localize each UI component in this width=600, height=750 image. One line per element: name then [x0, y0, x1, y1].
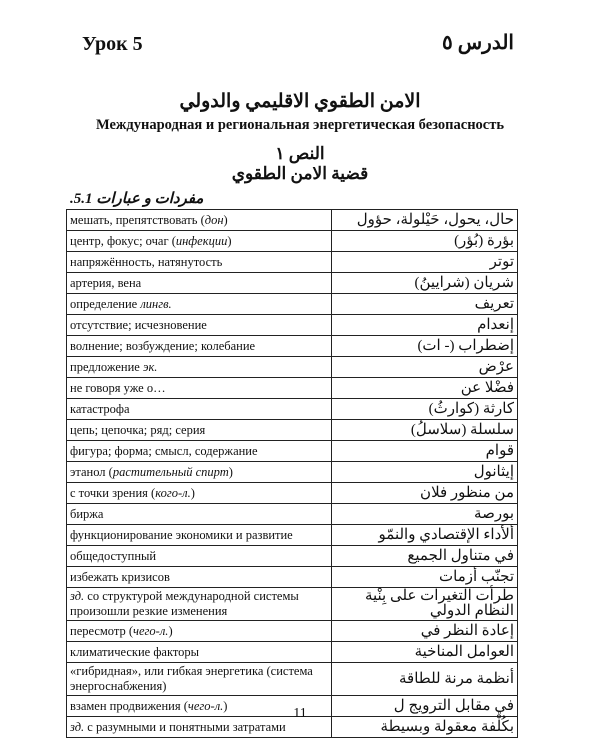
russian-translation: функционирование экономики и развитие: [67, 525, 332, 546]
arabic-term: قوام: [332, 441, 518, 462]
arabic-term: حال، يحول، حَيْلولة، حؤول: [332, 210, 518, 231]
arabic-term: توتر: [332, 252, 518, 273]
vocabulary-row: [67, 546, 518, 567]
russian-translation: отсутствие; исчезновение: [67, 315, 332, 336]
russian-translation: климатические факторы: [67, 642, 332, 663]
russian-translation: определение лингв.: [67, 294, 332, 315]
russian-translation: не говоря уже о…: [67, 378, 332, 399]
russian-translation: избежать кризисов: [67, 567, 332, 588]
vocabulary-row: [67, 525, 518, 546]
russian-translation: напряжённость, натянутость: [67, 252, 332, 273]
vocabulary-row: [67, 621, 518, 642]
russian-translation: центр, фокус; очаг (инфекции): [67, 231, 332, 252]
vocabulary-table-body: [67, 210, 518, 738]
vocabulary-row: [67, 504, 518, 525]
arabic-term: ألأداء الإقتصادي والنمّو: [332, 525, 518, 546]
arabic-term: عرْض: [332, 357, 518, 378]
russian-translation: биржа: [67, 504, 332, 525]
arabic-term: إعادة النظر في: [332, 621, 518, 642]
vocabulary-row: [67, 588, 518, 621]
vocabulary-row: [67, 210, 518, 231]
arabic-term: أنظمة مرنة للطاقة: [332, 663, 518, 696]
russian-translation: общедоступный: [67, 546, 332, 567]
russian-translation: фигура; форма; смысл, содержание: [67, 441, 332, 462]
arabic-term: كارثة (كوارثُ): [332, 399, 518, 420]
vocabulary-row: [67, 663, 518, 696]
vocabulary-row: [67, 441, 518, 462]
vocabulary-table: [66, 209, 518, 738]
section-heading: مفردات و عبارات 5.1.: [70, 191, 204, 207]
arabic-term: إنعدام: [332, 315, 518, 336]
vocabulary-row: [67, 273, 518, 294]
arabic-term: إيثانول: [332, 462, 518, 483]
vocabulary-row: [67, 567, 518, 588]
vocabulary-row: [67, 252, 518, 273]
vocabulary-row: [67, 294, 518, 315]
lesson-number-russian: Урок 5: [82, 33, 143, 55]
russian-translation: пересмотр (чего-л.): [67, 621, 332, 642]
vocabulary-row: [67, 231, 518, 252]
vocabulary-row: [67, 315, 518, 336]
arabic-term: في متناول الجميع: [332, 546, 518, 567]
russian-translation: зд. со структурой международной системы произошли резкие изменения: [67, 588, 332, 621]
vocabulary-row: [67, 462, 518, 483]
text-label: النص ١: [275, 144, 325, 163]
russian-translation: этанол (растительный спирт): [67, 462, 332, 483]
russian-translation: взамен продвижения (чего-л.): [67, 696, 332, 717]
vocabulary-row: [67, 378, 518, 399]
text-title: قضية الامن الطقوي: [231, 164, 369, 183]
arabic-term: تعريف: [332, 294, 518, 315]
arabic-term: سلسلة (سلاسلُ): [332, 420, 518, 441]
russian-translation: зд. с разумными и понятными затратами: [67, 717, 332, 738]
vocabulary-row: [67, 357, 518, 378]
arabic-term: إضطراب (- ات): [332, 336, 518, 357]
arabic-term: طرأت التغيرات على بِنْية النظام الدولي: [332, 588, 518, 621]
russian-translation: артерия, вена: [67, 273, 332, 294]
russian-translation: катастрофа: [67, 399, 332, 420]
page-title-russian: Международная и региональная энергетическая безопасность: [95, 117, 505, 133]
page-title-arabic: الامن الطقوي الاقليمي والدولي: [179, 91, 421, 112]
vocabulary-row: [67, 420, 518, 441]
russian-translation: с точки зрения (кого-л.): [67, 483, 332, 504]
arabic-term: شريان (شرايينُ): [332, 273, 518, 294]
arabic-term: تجنّب أزمات: [332, 567, 518, 588]
lesson-number-arabic: الدرس ٥: [442, 32, 514, 54]
page-number: 11: [293, 706, 307, 721]
arabic-term: بورصة: [332, 504, 518, 525]
vocabulary-row: [67, 483, 518, 504]
arabic-term: العوامل المناخية: [332, 642, 518, 663]
arabic-term: من منظور فلان: [332, 483, 518, 504]
arabic-term: بكُلْفة معقولة وبسيطة: [332, 717, 518, 738]
vocabulary-row: [67, 399, 518, 420]
vocabulary-row: [67, 642, 518, 663]
vocabulary-row: [67, 336, 518, 357]
arabic-term: بؤرة (بُؤر): [332, 231, 518, 252]
arabic-term: فضْلا عن: [332, 378, 518, 399]
russian-translation: волнение; возбуждение; колебание: [67, 336, 332, 357]
russian-translation: «гибридная», или гибкая энергетика (система энергоснабжения): [67, 663, 332, 696]
russian-translation: предложение эк.: [67, 357, 332, 378]
russian-translation: цепь; цепочка; ряд; серия: [67, 420, 332, 441]
russian-translation: мешать, препятствовать (дон): [67, 210, 332, 231]
arabic-term: في مقابل الترويج ل: [332, 696, 518, 717]
